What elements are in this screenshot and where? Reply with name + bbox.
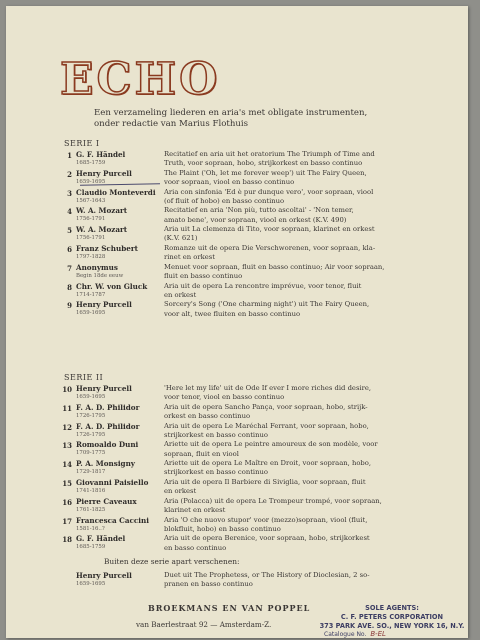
sheet-page bbox=[6, 6, 468, 638]
title: ECHO bbox=[60, 54, 221, 105]
composer: Henry Purcell bbox=[76, 384, 132, 393]
description: Aria uit de opera Berenice, voor sopraan, hobo, strijkorkest en basso continuo bbox=[164, 534, 370, 552]
serie-label: SERIE I bbox=[64, 139, 100, 148]
composer: W. A. Mozart bbox=[76, 225, 128, 235]
description: Romanze uit de opera Die Verschworenen, voor sopraan, kla- rinet en orkest bbox=[164, 244, 376, 262]
entry-number: 11 bbox=[62, 403, 72, 413]
description: Aria uit de opera Il Barbiere di Siviglia, voor sopraan, fluit en orkest bbox=[164, 478, 366, 496]
description: Aria (Polacca) uit de opera Le Trompeur trompé, voor sopraan, klarinet en orkest bbox=[164, 496, 382, 514]
serie-label: SERIE II bbox=[64, 373, 104, 382]
composer: Henry Purcell bbox=[76, 168, 132, 178]
list-item bbox=[62, 534, 462, 556]
composer: F. A. D. Philidor bbox=[76, 402, 140, 412]
composer: Chr. W. von Gluck bbox=[76, 281, 148, 291]
entry-number: 15 bbox=[62, 479, 72, 488]
composer: G. F. Händel bbox=[76, 534, 126, 544]
dates: 1659-1695 bbox=[76, 394, 106, 400]
description: Aria uit de opera La rencontre imprévue, voor tenor, fluit en orkest bbox=[164, 281, 362, 299]
publisher-name: BROEKMANS EN VAN POPPEL bbox=[148, 603, 311, 613]
composer: G. F. Händel bbox=[76, 150, 126, 159]
stamp-line-3: 373 PARK AVE. SO., NEW YORK 16, N.Y. bbox=[319, 621, 465, 630]
entry-number: 4 bbox=[67, 207, 72, 217]
description: 'Here let my life' uit de Ode If ever I more riches did desire, voor tenor, viool en basso continuo bbox=[164, 384, 372, 402]
dates: 1741-1816 bbox=[76, 488, 106, 494]
entry-number: 6 bbox=[67, 245, 72, 254]
entry-number: 2 bbox=[67, 169, 72, 179]
subtitle-line-1: Een verzameling liederen en aria's met obligate instrumenten, bbox=[94, 108, 368, 118]
description: Aria 'O che nuovo stupor' voor (mezzo)sopraan, viool (fluit, blokfluit, hobo) en basso continuo bbox=[164, 515, 368, 533]
description: Aria con sinfonia 'Ed è pur dunque vero', voor sopraan, viool (of fluit of hobo) en basso continuo bbox=[164, 187, 374, 205]
description: Ariette uit de opera Le Maître en Droit, voor sopraan, hobo, strijkorkest en basso continuo bbox=[164, 459, 372, 477]
apart-entry bbox=[62, 571, 462, 593]
stamp-line-2: C. F. PETERS CORPORATION bbox=[340, 612, 444, 621]
description: Recitatief en aria 'Non più, tutto ascoltai' - 'Non temer, amato bene', voor sopraan, viool en orkest (K.V. 490) bbox=[164, 206, 354, 224]
entry-number: 8 bbox=[67, 282, 72, 292]
composer: Claudio Monteverdi bbox=[76, 187, 156, 197]
publisher-address: van Baerlestraat 92 — Amsterdam-Z. bbox=[136, 620, 272, 629]
dates: 1726-1795 bbox=[76, 412, 106, 419]
composer: P. A. Monsigny bbox=[76, 459, 135, 469]
composer: Romoaldo Duni bbox=[76, 440, 139, 450]
composer: Henry Purcell bbox=[76, 571, 132, 580]
entry-number: 13 bbox=[62, 441, 72, 451]
composer: W. A. Mozart bbox=[76, 206, 128, 216]
catalog-number: B-EL bbox=[370, 630, 386, 639]
stamp-catalog: Catalogue No. B-EL bbox=[324, 630, 386, 639]
description: Aria uit de opera Sancho Pança, voor sopraan, hobo, strijk- orkest en basso continuo bbox=[164, 402, 368, 420]
description: Recitatief en aria uit het oratorium The Triumph of Time and Truth, voor sopraan, hobo, strijkorkest en basso continuo bbox=[164, 150, 375, 168]
entry-number: 5 bbox=[67, 226, 72, 236]
description: Sorcery's Song ('One charming night') uit The Fairy Queen, voor alt, twee fluiten en basso continuo bbox=[164, 300, 370, 318]
dates: 1797-1828 bbox=[76, 254, 106, 260]
entry-number: 16 bbox=[62, 497, 72, 507]
composer: Franz Schubert bbox=[76, 244, 138, 253]
dates: 1761-1825 bbox=[76, 506, 106, 513]
subtitle bbox=[94, 108, 454, 130]
dates: Begin 18de eeuw bbox=[76, 272, 124, 279]
dates: 1714-1787 bbox=[76, 291, 106, 298]
entry-number: 3 bbox=[67, 188, 72, 198]
entry-number: 18 bbox=[62, 535, 72, 545]
entry-number: 17 bbox=[62, 516, 72, 526]
composer: Giovanni Paisiello bbox=[76, 478, 149, 487]
composer: Anonymus bbox=[76, 262, 118, 272]
dates: 1756-1791 bbox=[76, 235, 106, 242]
composer: F. A. D. Philidor bbox=[76, 421, 140, 431]
description: Duet uit The Prophetess, or The History of Dioclesian, 2 so- pranen en basso continuo bbox=[164, 571, 370, 589]
description: Ariette uit de opera Le peintre amoureux de son modèle, voor sopraan, fluit en viool bbox=[164, 440, 378, 458]
description: Aria uit de opera Le Maréchal Ferrant, voor sopraan, hobo, strijkorkest en basso continuo bbox=[164, 421, 369, 439]
dates: 1685-1759 bbox=[76, 160, 106, 166]
dates: 1581-16..? bbox=[76, 525, 105, 532]
description: Menuet voor sopraan, fluit en basso continuo; Air voor sopraan, fluit en basso continuo bbox=[164, 262, 385, 280]
entry-number: 10 bbox=[62, 385, 72, 394]
dates: 1685-1759 bbox=[76, 544, 106, 551]
entry-number: 9 bbox=[67, 301, 72, 311]
entry-number: 7 bbox=[67, 263, 72, 273]
dates: 1726-1795 bbox=[76, 431, 106, 438]
composer: Henry Purcell bbox=[76, 300, 132, 310]
apart-heading: Buiten deze serie apart verschenen: bbox=[104, 557, 240, 566]
entry-number: 1 bbox=[67, 151, 72, 160]
entry-number: 12 bbox=[62, 422, 72, 432]
dates: 1567-1643 bbox=[76, 197, 106, 204]
composer: Pierre Caveaux bbox=[76, 496, 137, 506]
composer: Francesca Caccini bbox=[76, 515, 149, 525]
dates: 1709-1775 bbox=[76, 450, 106, 457]
stamp-line-1: SOLE AGENTS: bbox=[365, 604, 419, 612]
subtitle-line-2: onder redactie van Marius Flothuis bbox=[94, 119, 249, 129]
description: Aria uit La clemenza di Tito, voor sopraan, klarinet en orkest (K.V. 621) bbox=[164, 225, 375, 243]
dates: 1729-1817 bbox=[76, 469, 106, 476]
entry-number: 14 bbox=[62, 460, 72, 470]
dates: 1659-1695 bbox=[76, 310, 106, 317]
list-item bbox=[62, 300, 462, 322]
dates: 1756-1791 bbox=[76, 216, 106, 223]
description: The Plaint ('Oh, let me forever weep') uit The Fairy Queen, voor sopraan, viool en basso continuo bbox=[164, 168, 367, 186]
dates: 1659-1695 bbox=[76, 178, 106, 185]
dates: 1659-1695 bbox=[76, 581, 106, 587]
agent-stamp bbox=[312, 604, 472, 640]
